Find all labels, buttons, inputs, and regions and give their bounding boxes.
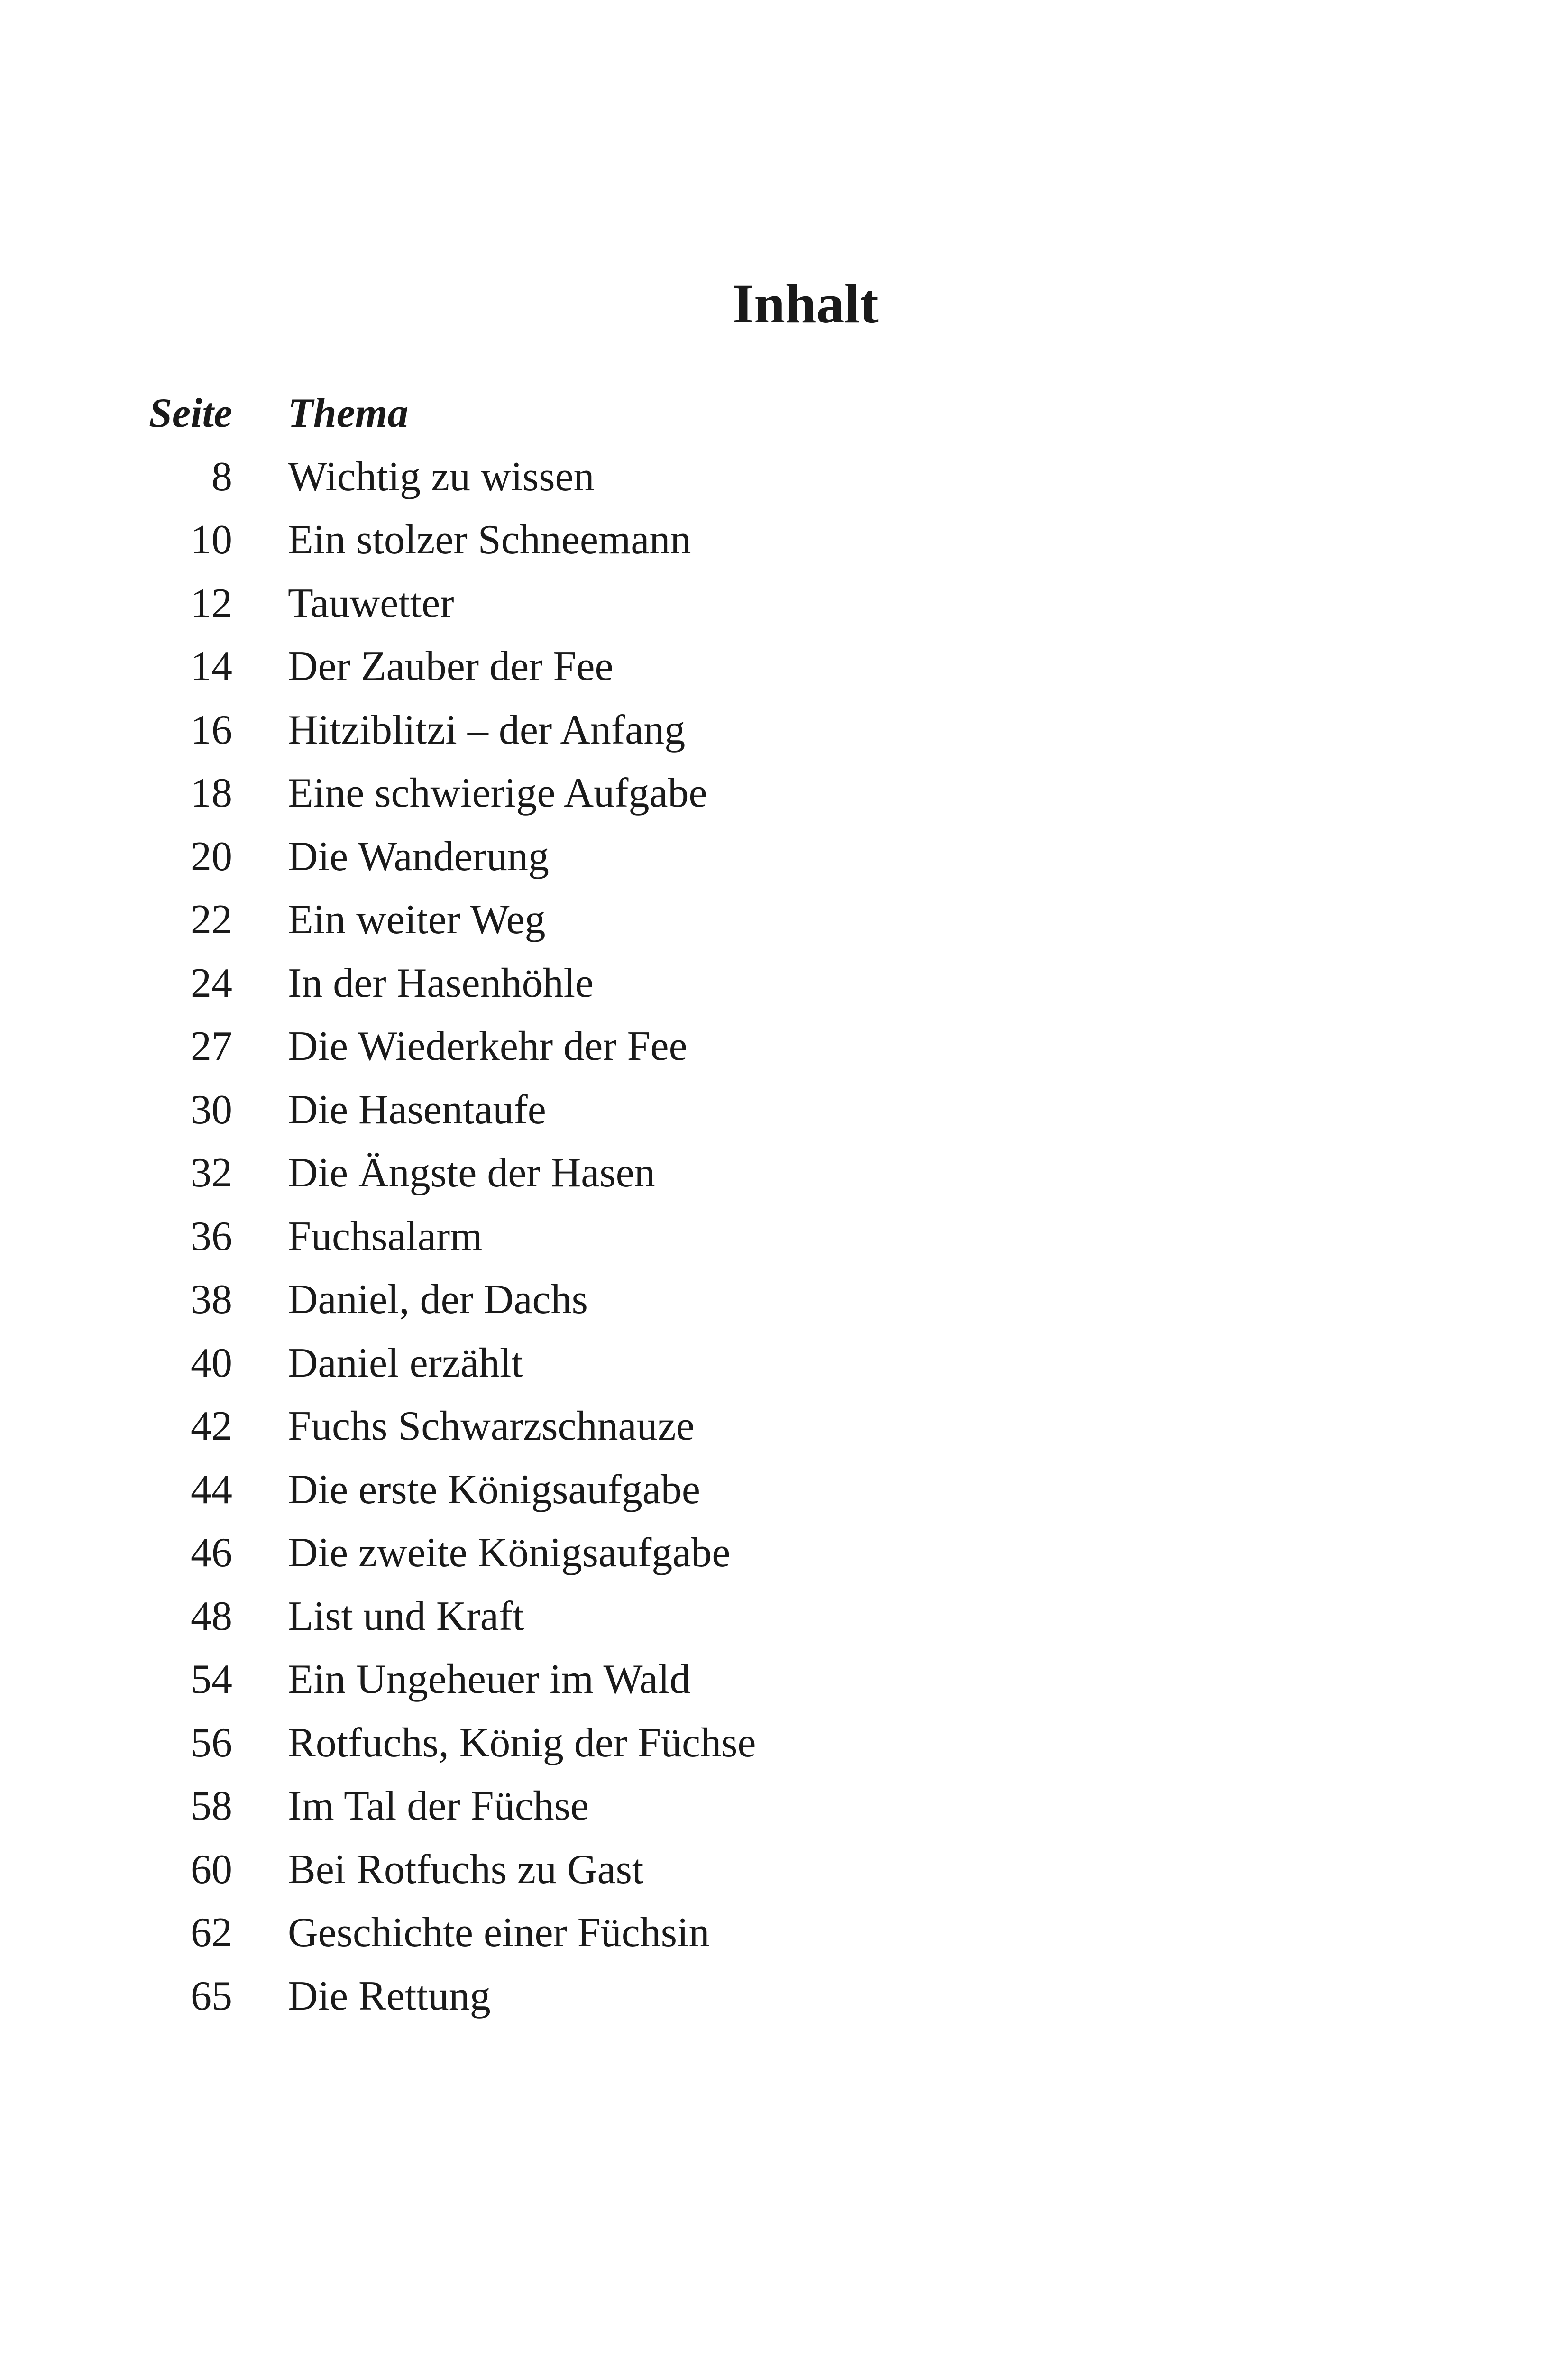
toc-entry[interactable] [142,1774,1375,1838]
toc-entry[interactable] [142,1078,1375,1142]
toc-entry-page: 22 [191,897,232,943]
toc-entry-topic: Die Wiederkehr der Fee [288,1023,688,1069]
toc-entry-page: 10 [191,517,232,563]
toc-entry[interactable] [142,1585,1375,1648]
toc-entry-topic: Die zweite Königsaufgabe [288,1530,731,1576]
toc-entry-page: 38 [191,1277,232,1323]
toc-entry-page: 48 [191,1593,232,1639]
toc-entry-topic: Fuchsalarm [288,1213,483,1259]
table-of-contents [142,382,1375,2028]
toc-entry-page: 54 [191,1656,232,1702]
toc-entry[interactable] [142,762,1375,825]
toc-entry[interactable] [142,508,1375,572]
toc-entry-page: 44 [191,1466,232,1513]
toc-entry-topic: Hitziblitzi – der Anfang [288,707,686,753]
toc-entry-page: 36 [191,1213,232,1259]
toc-entry[interactable] [142,698,1375,762]
toc-entry-page: 60 [191,1846,232,1893]
toc-entry-topic: Der Zauber der Fee [288,643,614,689]
toc-entry-page: 46 [191,1530,232,1576]
toc-entry-page: 40 [191,1340,232,1386]
toc-entry-page: 14 [191,643,232,689]
toc-entry[interactable] [142,1205,1375,1268]
toc-entry-page: 65 [191,1973,232,2019]
toc-entry-page: 62 [191,1910,232,1956]
toc-entry-page: 16 [191,707,232,753]
toc-entry-topic: Daniel, der Dachs [288,1277,588,1323]
toc-entry[interactable] [142,1965,1375,2028]
toc-entry-page: 58 [191,1783,232,1829]
toc-entry-topic: Die erste Königsaufgabe [288,1466,700,1513]
toc-entry-page: 18 [191,770,232,816]
toc-entry[interactable] [142,1838,1375,1902]
toc-entry[interactable] [142,1015,1375,1078]
toc-entry-topic: Wichtig zu wissen [288,453,595,500]
toc-entry-topic: In der Hasenhöhle [288,960,594,1006]
toc-entry[interactable] [142,635,1375,698]
page-title: Inhalt [732,273,879,335]
toc-entry[interactable] [142,1901,1375,1965]
toc-entry-page: 27 [191,1023,232,1069]
toc-entry-topic: Bei Rotfuchs zu Gast [288,1846,644,1893]
toc-entry-page: 12 [191,580,232,626]
toc-entry-page: 8 [211,453,232,500]
toc-entry[interactable] [142,445,1375,509]
toc-entry-page: 30 [191,1086,232,1133]
toc-entry[interactable] [142,1268,1375,1332]
toc-entry-topic: Im Tal der Füchse [288,1783,589,1829]
toc-entry-topic: Die Rettung [288,1973,491,2019]
toc-entry-topic: Daniel erzählt [288,1340,523,1386]
toc-entry-topic: Fuchs Schwarzschnauze [288,1403,695,1449]
toc-entry[interactable] [142,1332,1375,1395]
toc-entry-topic: Eine schwierige Aufgabe [288,770,707,816]
toc-entry-topic: Ein weiter Weg [288,897,546,943]
toc-entry[interactable] [142,888,1375,952]
toc-entry-page: 24 [191,960,232,1006]
toc-entry-page: 56 [191,1719,232,1766]
toc-entry-topic: Die Ängste der Hasen [288,1150,655,1196]
toc-entry-topic: Ein stolzer Schneemann [288,517,691,563]
toc-entry[interactable] [142,1711,1375,1775]
toc-entry-topic: Geschichte einer Füchsin [288,1910,710,1956]
toc-entry-topic: Tauwetter [288,580,454,626]
toc-header-row [142,382,1375,445]
toc-entry[interactable] [142,825,1375,889]
toc-entry[interactable] [142,952,1375,1015]
column-header-page: Seite [149,390,232,436]
toc-entry-topic: Die Wanderung [288,833,549,880]
toc-entry-topic: Ein Ungeheuer im Wald [288,1656,691,1702]
toc-entry-page: 20 [191,833,232,880]
toc-entry-page: 42 [191,1403,232,1449]
toc-entry[interactable] [142,572,1375,635]
toc-entry[interactable] [142,1141,1375,1205]
toc-entry[interactable] [142,1648,1375,1711]
toc-entry[interactable] [142,1458,1375,1522]
column-header-topic: Thema [288,390,409,436]
toc-entry-topic: Die Hasentaufe [288,1086,546,1133]
toc-entry-topic: List und Kraft [288,1593,524,1639]
toc-entry[interactable] [142,1521,1375,1585]
toc-entry[interactable] [142,1395,1375,1458]
toc-entry-topic: Rotfuchs, König der Füchse [288,1719,756,1766]
toc-entry-page: 32 [191,1150,232,1196]
